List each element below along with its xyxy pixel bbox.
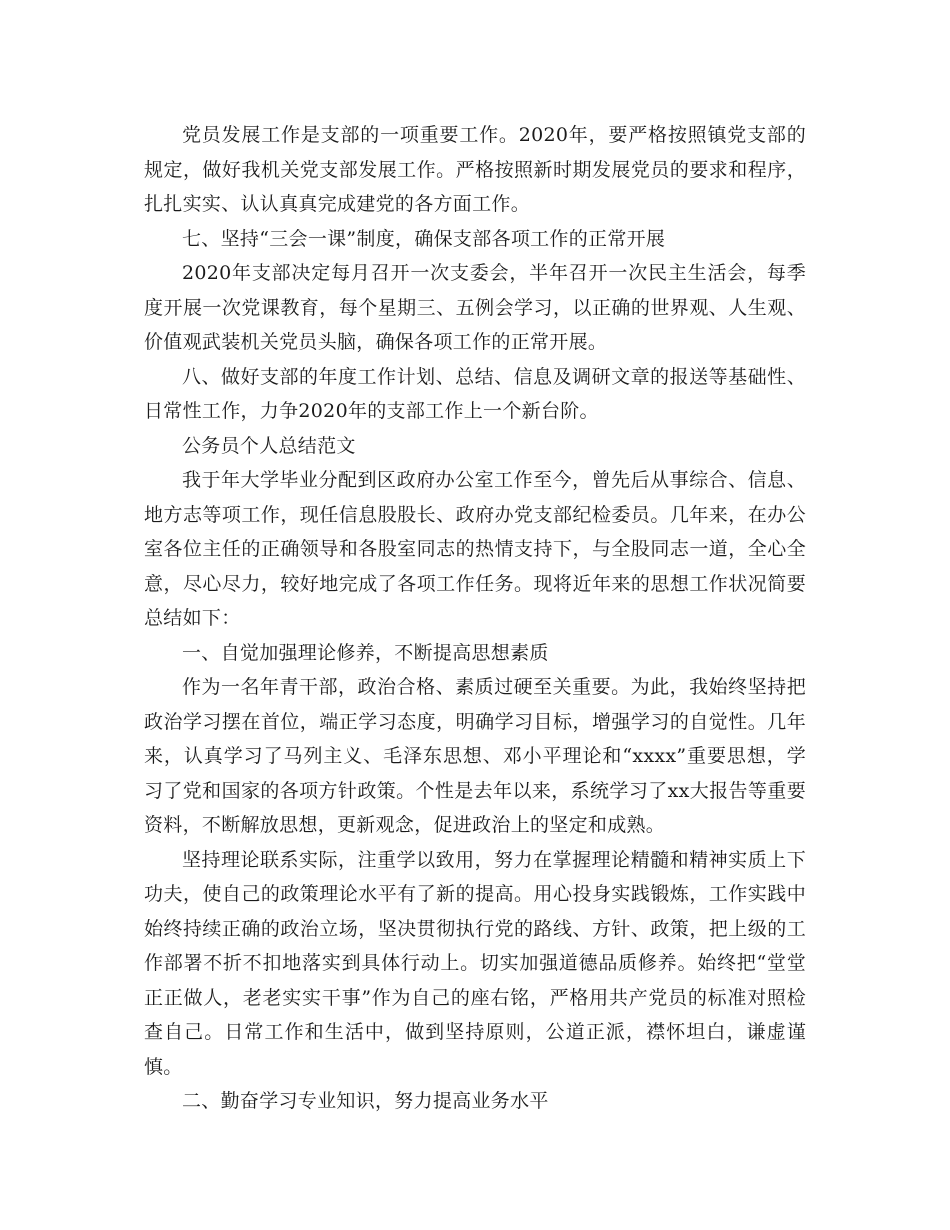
document-page xyxy=(144,118,806,1119)
paragraph-introduction: 我于年大学毕业分配到区政府办公室工作至今，曾先后从事综合、信息、地方志等项工作，现任信息股股长、政府办党支部纪检委员。几年来，在办公室各位主任的正确领导和各股室同志的热情支持下，与全股同志一道，全心全意，尽心尽力，较好地完成了各项工作任务。现将近年来的思想工作状况简要总结如下： xyxy=(144,469,806,629)
section-heading-two: 二、勤奋学习专业知识，努力提高业务水平 xyxy=(182,1090,549,1112)
section-heading-eight: 八、做好支部的年度工作计划、总结、信息及调研文章的报送等基础性、日常性工作，力争2020年的支部工作上一个新台阶。 xyxy=(144,365,806,422)
paragraph-meeting-schedule: 2020年支部决定每月召开一次支委会，半年召开一次民主生活会，每季度开展一次党课教育，每个星期三、五例会学习，以正确的世界观、人生观、价值观武装机关党员头脑，确保各项工作的正常开展。 xyxy=(144,262,806,353)
document-title-civil-servant-summary: 公务员个人总结范文 xyxy=(182,434,356,457)
paragraph-political-study: 作为一名年青干部，政治合格、素质过硬至关重要。为此，我始终坚持把政治学习摆在首位，端正学习态度，明确学习目标，增强学习的自觉性。几年来，认真学习了马列主义、毛泽东思想、邓小平理论和“xxxx”重要思想，学习了党和国家的各项方针政策。个性是去年以来，系统学习了xx大报告等重要资料，不断解放思想，更新观念，促进政治上的坚定和成熟。 xyxy=(144,676,806,836)
section-heading-seven: 七、坚持“三会一课”制度，确保支部各项工作的正常开展 xyxy=(182,227,666,250)
paragraph-party-development: 党员发展工作是支部的一项重要工作。2020年，要严格按照镇党支部的规定，做好我机关党支部发展工作。严格按照新时期发展党员的要求和程序，扎扎实实、认认真真完成建党的各方面工作。 xyxy=(144,124,806,215)
section-heading-one: 一、自觉加强理论修养，不断提高思想素质 xyxy=(182,641,549,664)
paragraph-theory-practice: 坚持理论联系实际，注重学以致用，努力在掌握理论精髓和精神实质上下功夫，使自己的政策理论水平有了新的提高。用心投身实践锻炼，工作实践中始终持续正确的政治立场，坚决贯彻执行党的路线、方针、政策，把上级的工作部署不折不扣地落实到具体行动上。切实加强道德品质修养。始终把“堂堂正正做人，老老实实干事”作为自己的座右铭，严格用共产党员的标准对照检查自己。日常工作和生活中，做到坚持原则，公道正派，襟怀坦白，谦虚谨慎。 xyxy=(144,848,806,1078)
